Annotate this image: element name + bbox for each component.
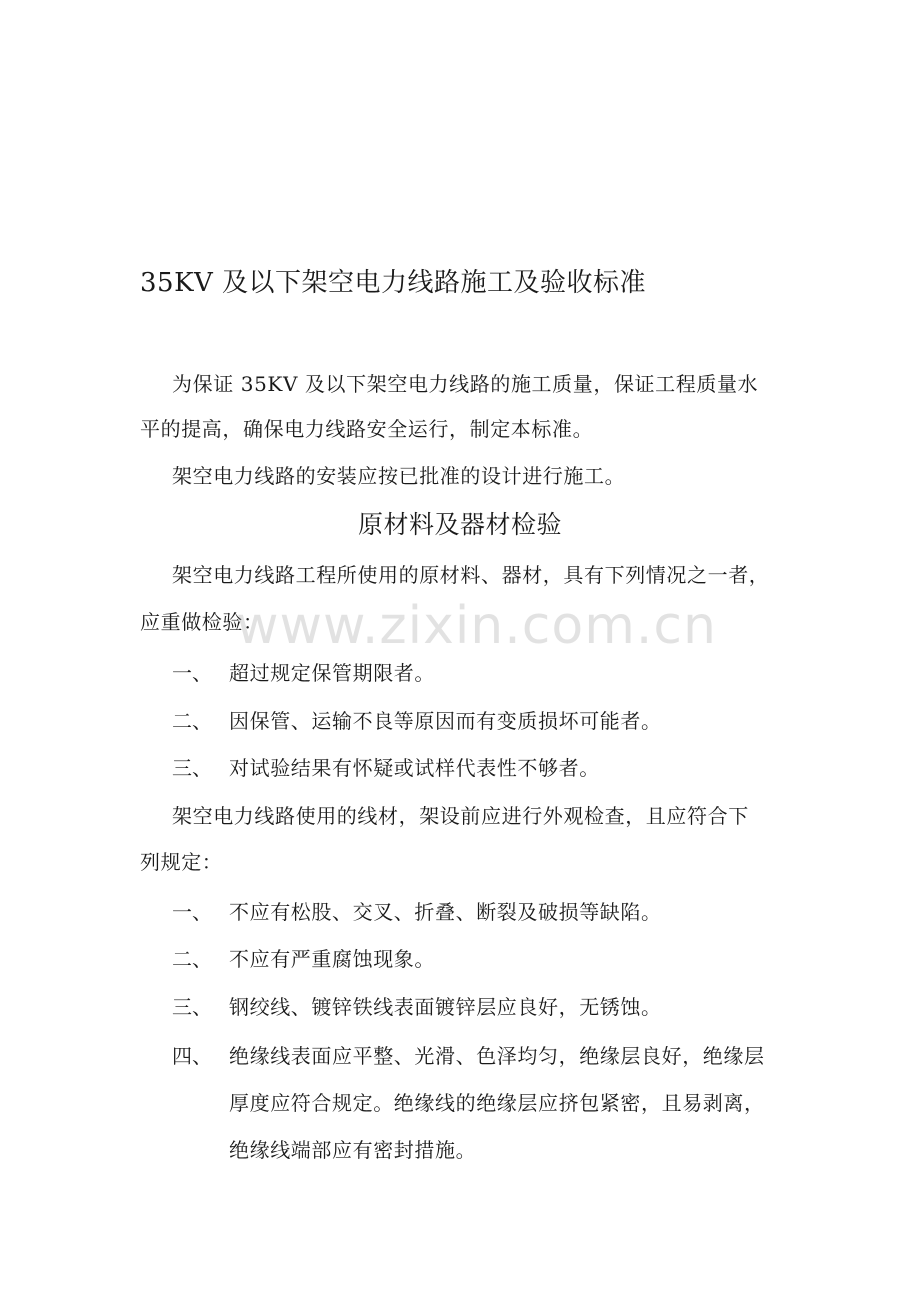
list2-item-2-number: 二、 [172,947,212,971]
list2-item-4-text-line-3: 绝缘线端部应有密封措施。 [229,1138,477,1162]
list1-item-1-number: 一、 [172,661,212,685]
list2-item-3-number: 三、 [172,995,212,1019]
list1-item-1-text: 超过规定保管期限者。 [229,661,435,685]
list2-item-4-text-line-2: 厚度应符合规定。绝缘线的绝缘层应挤包紧密，且易剥离， [229,1091,765,1115]
watermark: www.zixin.com.cn [236,596,717,656]
list2-item-1-text: 不应有松股、交叉、折叠、断裂及破损等缺陷。 [229,900,662,924]
para2-line-2: 列规定： [140,850,223,874]
para1-line-1: 架空电力线路工程所使用的原材料、器材，具有下列情况之一者， [172,563,770,587]
list2-item-4-number: 四、 [172,1044,212,1068]
list1-item-2-text: 因保管、运输不良等原因而有变质损坏可能者。 [229,709,662,733]
intro-line-2: 平的提高，确保电力线路安全运行，制定本标准。 [140,417,594,441]
list2-item-2-text: 不应有严重腐蚀现象。 [229,947,435,971]
document-title: 35KV 及以下架空电力线路施工及验收标准 [140,268,647,298]
intro-line-3: 架空电力线路的安装应按已批准的设计进行施工。 [172,464,626,488]
para1-line-2: 应重做检验： [140,610,264,634]
list2-item-4-text: 绝缘线表面应平整、光滑、色泽均匀，绝缘层良好，绝缘层 [229,1044,765,1068]
para2-line-1: 架空电力线路使用的线材，架设前应进行外观检查，且应符合下 [172,804,749,828]
list1-item-3-number: 三、 [172,756,212,780]
intro-line-1: 为保证 35KV 及以下架空电力线路的施工质量，保证工程质量水 [172,372,759,396]
list1-item-3-text: 对试验结果有怀疑或试样代表性不够者。 [229,756,600,780]
list2-item-3-text: 钢绞线、镀锌铁线表面镀锌层应良好，无锈蚀。 [229,995,662,1019]
list1-item-2-number: 二、 [172,709,212,733]
section-heading: 原材料及器材检验 [357,510,562,539]
list2-item-1-number: 一、 [172,900,212,924]
